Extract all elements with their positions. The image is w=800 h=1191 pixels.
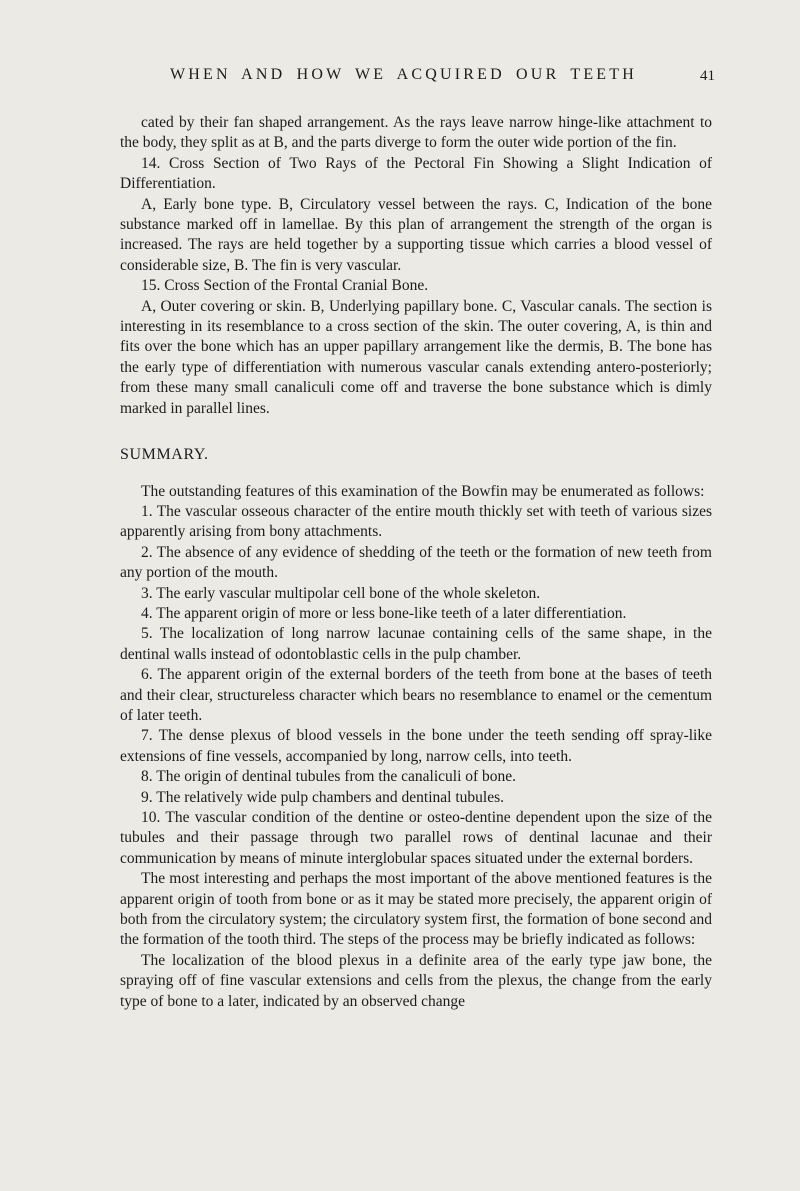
list-item: 3. The early vascular multipolar cell bone of the whole skeleton.: [141, 584, 541, 602]
list-item: 2. The absence of any evidence of shedding of the teeth or the formation of new teeth from any portion of the mouth.: [120, 543, 712, 582]
list-item: 1. The vascular osseous character of the entire mouth thickly set with teeth of various sizes apparently arising from bony attachments.: [120, 502, 712, 541]
paragraph: The outstanding features of this examination of the Bowfin may be enumerated as follows:: [141, 482, 705, 500]
list-item: 10. The vascular condition of the dentine or osteo-dentine dependent upon the size of the tubules and their passage through two parallel rows of dentinal lacunae and their communication by means of minute interglobular spaces situated under the external borders.: [120, 809, 712, 867]
paragraph: cated by their fan shaped arrangement. As the rays leave narrow hinge-like attachment to the body, they split as at B, and the parts diverge to form the outer wide portion of the fin.: [120, 114, 712, 152]
list-item: 6. The apparent origin of the external borders of the teeth from bone at the bases of teeth and their clear, structureless character which bears no resemblance to enamel or the cementum of later teeth.: [120, 666, 712, 724]
paragraph: The most interesting and perhaps the most important of the above mentioned features is the apparent origin of tooth from bone or as it may be stated more precisely, the apparent origin of both from the circulatory system; the circulatory system first, the formation of bone second and the formation of the tooth third. The steps of the process may be briefly indicated as follows:: [120, 870, 712, 949]
figure-caption: 14. Cross Section of Two Rays of the Pectoral Fin Showing a Slight Indication of Differentiation.: [120, 154, 712, 193]
list-item: 9. The relatively wide pulp chambers and dentinal tubules.: [141, 788, 505, 806]
paragraph: The localization of the blood plexus in a definite area of the early type jaw bone, the spraying off of fine vascular extensions and cells from the plexus, the change from the early type of bone to a later, indicated by an observed change: [120, 951, 712, 1010]
page-number: 41: [700, 68, 715, 84]
list-item: 8. The origin of dentinal tubules from the canaliculi of bone.: [141, 768, 517, 786]
body-text: [120, 113, 712, 1012]
list-item: 7. The dense plexus of blood vessels in the bone under the teeth sending off spray-like extensions of fine vessels, accompanied by long, narrow cells, into teeth.: [120, 727, 712, 765]
list-item: 4. The apparent origin of more or less bone-like teeth of a later differentiation.: [141, 604, 627, 622]
paragraph: A, Early bone type. B, Circulatory vessel between the rays. C, Indication of the bone substance marked off in lamellae. By this plan of arrangement the strength of the organ is increased. The rays are held together by a supporting tissue which carries a blood vessel of considerable size, B. The fin is very vascular.: [120, 195, 712, 274]
running-head: WHEN AND HOW WE ACQUIRED OUR TEETH: [170, 66, 637, 83]
figure-caption: 15. Cross Section of the Frontal Cranial Bone.: [141, 277, 429, 295]
paragraph: A, Outer covering or skin. B, Underlying papillary bone. C, Vascular canals. The section is interesting in its resemblance to a cross section of the skin. The outer covering, A, is thin and fits over the bone which has an upper papillary arrangement like the dermis, B. The bone has the early type of differentiation with numerous vascular canals extending antero-posteriorly; from these many small canaliculi come off and traverse the bone substance which is dimly marked in parallel lines.: [120, 297, 712, 417]
list-item: 5. The localization of long narrow lacunae containing cells of the same shape, in the dentinal walls instead of odontoblastic cells in the pulp chamber.: [120, 625, 712, 663]
section-heading: SUMMARY.: [120, 446, 209, 464]
